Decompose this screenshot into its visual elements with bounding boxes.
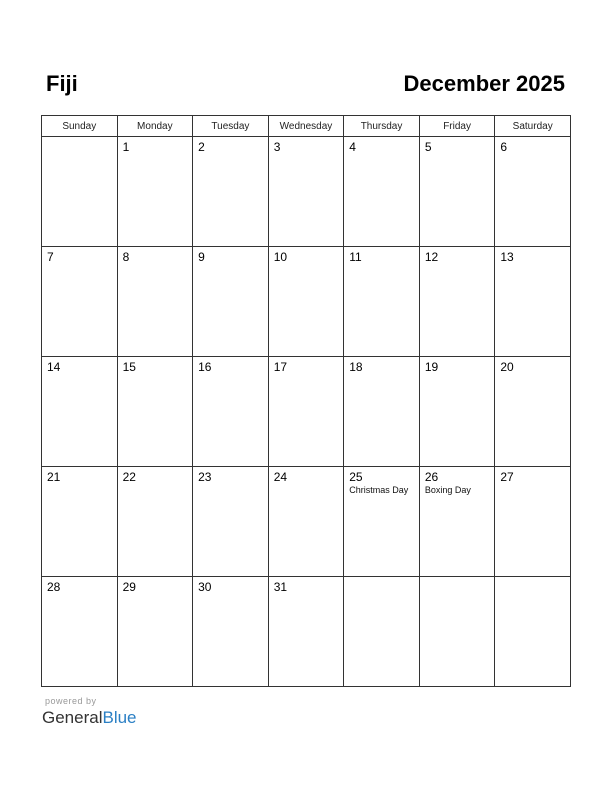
day-number: 5 xyxy=(424,140,432,154)
day-cell xyxy=(193,247,269,357)
day-number: 9 xyxy=(198,250,205,264)
day-cell xyxy=(419,247,495,357)
day-number xyxy=(495,577,570,580)
weekday-thursday: Thursday xyxy=(344,116,420,137)
day-cell xyxy=(42,467,118,577)
day-number: 24 xyxy=(273,470,288,484)
day-cell xyxy=(268,467,344,577)
day-cell xyxy=(42,357,118,467)
footer-branding xyxy=(42,695,137,728)
day-cell xyxy=(495,137,571,247)
day-cell xyxy=(344,357,420,467)
day-cell xyxy=(344,247,420,357)
day-number: 31 xyxy=(273,580,288,594)
day-cell xyxy=(117,247,193,357)
day-number: 19 xyxy=(424,360,439,374)
day-number: 8 xyxy=(122,250,130,264)
day-number: 12 xyxy=(424,250,439,264)
day-cell xyxy=(419,357,495,467)
day-cell xyxy=(419,577,495,687)
day-cell xyxy=(42,137,118,247)
day-cell xyxy=(495,357,571,467)
day-number: 3 xyxy=(273,140,281,154)
holiday-label: Christmas Day xyxy=(349,485,409,495)
day-number: 7 xyxy=(47,250,54,264)
week-row-5 xyxy=(42,577,571,687)
day-cell xyxy=(344,577,420,687)
week-row-2 xyxy=(42,247,571,357)
day-number xyxy=(420,577,495,580)
day-number: 11 xyxy=(349,250,362,264)
day-number: 17 xyxy=(273,360,288,374)
calendar-grid xyxy=(41,115,571,687)
day-cell xyxy=(344,467,420,577)
day-number: 27 xyxy=(500,470,514,484)
day-number xyxy=(42,137,117,140)
day-number: 6 xyxy=(500,140,508,154)
day-cell xyxy=(268,247,344,357)
day-number: 26 xyxy=(424,470,439,484)
day-number xyxy=(344,577,419,580)
day-cell xyxy=(268,357,344,467)
day-cell xyxy=(344,137,420,247)
weekday-friday: Friday xyxy=(419,116,495,137)
day-number: 23 xyxy=(198,470,212,484)
day-number: 4 xyxy=(349,140,356,154)
weekday-sunday: Sunday xyxy=(42,116,118,137)
week-row-1 xyxy=(42,137,571,247)
day-number: 28 xyxy=(47,580,61,594)
week-row-4 xyxy=(42,467,571,577)
day-number: 20 xyxy=(500,360,514,374)
weekday-tuesday: Tuesday xyxy=(193,116,269,137)
weekday-monday: Monday xyxy=(117,116,193,137)
holiday-label: Boxing Day xyxy=(424,485,471,495)
day-cell xyxy=(117,357,193,467)
day-cell xyxy=(193,467,269,577)
day-number: 30 xyxy=(198,580,212,594)
day-cell xyxy=(419,137,495,247)
weekday-wednesday: Wednesday xyxy=(268,116,344,137)
day-number: 10 xyxy=(273,250,288,264)
weekday-saturday: Saturday xyxy=(495,116,571,137)
day-cell xyxy=(268,137,344,247)
day-cell xyxy=(419,467,495,577)
day-cell xyxy=(495,467,571,577)
day-number: 25 xyxy=(349,470,363,484)
day-cell xyxy=(117,577,193,687)
month-title: December 2025 xyxy=(403,71,565,96)
day-cell xyxy=(193,137,269,247)
day-number: 2 xyxy=(198,140,205,154)
generalblue-logo[interactable] xyxy=(42,708,137,728)
powered-by-text: powered by xyxy=(45,696,97,706)
day-cell xyxy=(495,577,571,687)
day-cell xyxy=(117,467,193,577)
logo-blue-text: Blue xyxy=(102,708,137,727)
day-cell xyxy=(42,577,118,687)
day-number: 15 xyxy=(122,360,136,374)
day-cell xyxy=(117,137,193,247)
day-cell xyxy=(268,577,344,687)
day-number: 29 xyxy=(122,580,136,594)
day-number: 1 xyxy=(122,140,130,154)
day-number: 16 xyxy=(198,360,212,374)
day-cell xyxy=(193,357,269,467)
day-cell xyxy=(495,247,571,357)
day-number: 18 xyxy=(349,360,363,374)
day-number: 22 xyxy=(122,470,136,484)
logo-general-text: General xyxy=(42,708,103,727)
week-row-3 xyxy=(42,357,571,467)
day-number: 14 xyxy=(47,360,61,374)
day-cell xyxy=(42,247,118,357)
day-number: 21 xyxy=(47,470,61,484)
day-cell xyxy=(193,577,269,687)
weekday-header-row xyxy=(42,116,571,137)
day-number: 13 xyxy=(500,250,514,264)
country-title: Fiji xyxy=(46,71,78,96)
